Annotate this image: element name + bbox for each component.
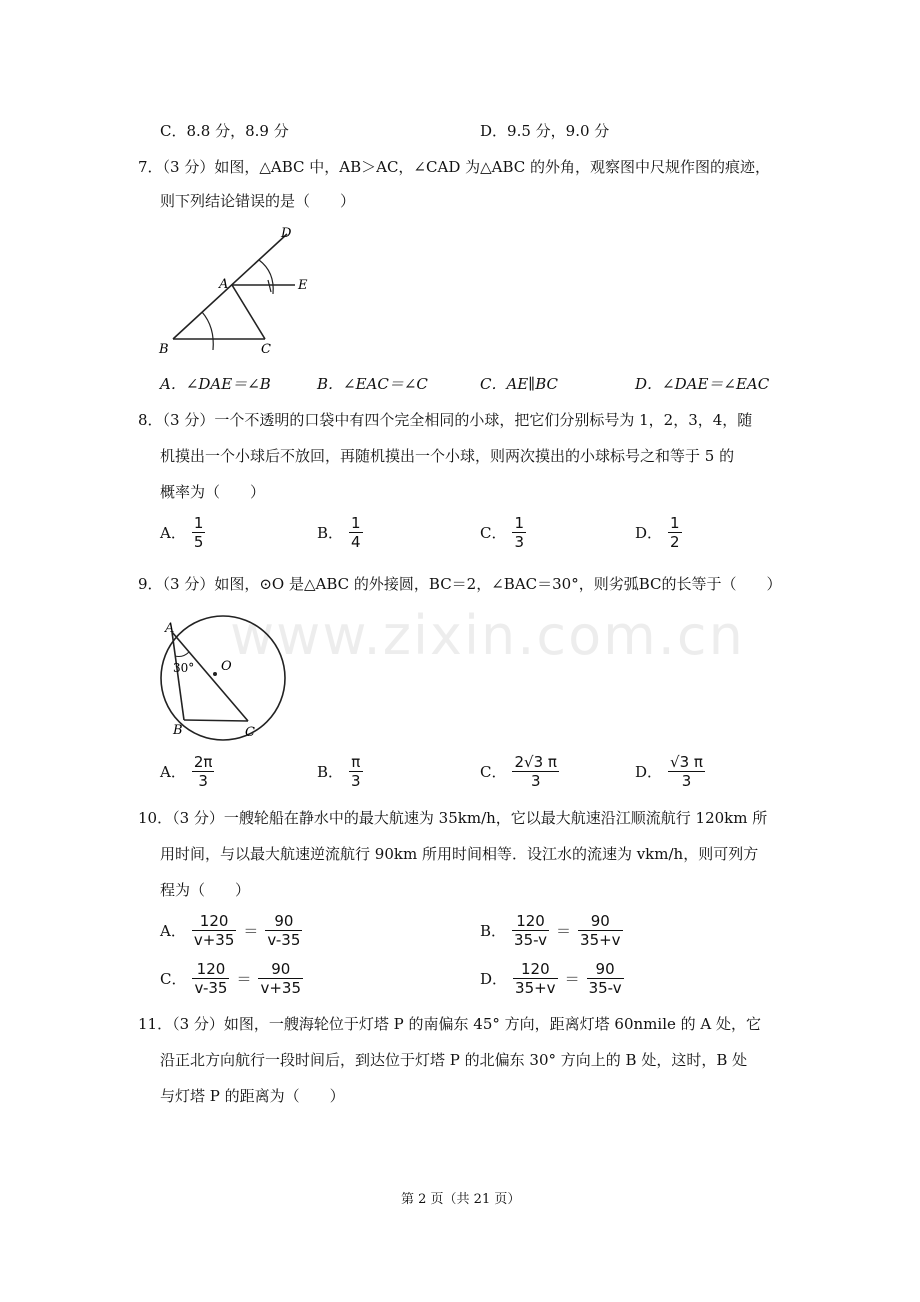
- denominator: 3: [351, 772, 361, 790]
- equals-sign: ＝: [243, 922, 259, 940]
- denominator: 3: [198, 772, 208, 790]
- q8-option-c: [480, 514, 526, 551]
- fraction: [192, 514, 206, 551]
- numerator: 90: [587, 960, 624, 979]
- numerator: 1: [193, 514, 204, 532]
- fraction: [192, 753, 215, 790]
- q10-stem-line1: 10．（3 分）一艘轮船在静水中的最大航速为 35km/h，它以最大航速沿江顺流航行 120km 所: [138, 809, 768, 827]
- q7-label-d: D: [281, 226, 292, 241]
- denominator: 3: [681, 772, 692, 790]
- q10-option-c: [160, 960, 303, 997]
- numerator: 90: [258, 960, 303, 979]
- q7-label-b: B: [159, 342, 169, 357]
- denominator: 5: [193, 533, 204, 551]
- numerator: π: [349, 753, 363, 772]
- q9-option-d: [635, 753, 705, 790]
- fraction-right: [265, 912, 302, 949]
- denominator: 3: [514, 533, 525, 551]
- q6-option-c: C．8.8 分，8.9 分: [160, 122, 289, 140]
- numerator: 1: [514, 514, 525, 532]
- q8-option-a: [160, 514, 205, 551]
- q7-label-e: E: [298, 278, 308, 293]
- numerator: 90: [578, 912, 623, 931]
- q11-stem-line2: 沿正北方向航行一段时间后，到达位于灯塔 P 的北偏东 30° 方向上的 B 处，这时，B 处: [160, 1051, 748, 1069]
- denominator: 2: [670, 533, 680, 551]
- fraction-right: [258, 960, 303, 997]
- q8-option-d: [635, 514, 682, 551]
- option-label: B．: [317, 523, 344, 542]
- denominator: 35-v: [514, 931, 548, 949]
- q9-option-c: [480, 753, 559, 790]
- denominator: 35+v: [580, 931, 621, 949]
- numerator: 120: [192, 912, 237, 931]
- q8-stem-line1: 8．（3 分）一个不透明的口袋中有四个完全相同的小球，把它们分别标号为 1，2，3，4，随: [138, 411, 753, 429]
- option-label: D．: [635, 523, 663, 542]
- q7-option-a: A．∠DAE＝∠B: [160, 375, 271, 393]
- q7-option-b: B．∠EAC＝∠C: [317, 375, 428, 393]
- q7-stem-line2: 则下列结论错误的是（ ）: [160, 192, 356, 210]
- q7-label-a: A: [219, 277, 229, 292]
- option-label: A．: [160, 921, 186, 940]
- fraction: [349, 753, 363, 790]
- q11-stem-line1: 11．（3 分）如图，一艘海轮位于灯塔 P 的南偏东 45° 方向，距离灯塔 60nmile 的 A 处，它: [138, 1015, 762, 1033]
- q7-option-d: D．∠DAE＝∠EAC: [635, 375, 770, 393]
- q9-option-a: [160, 753, 214, 790]
- fraction: [349, 514, 363, 551]
- fraction: [668, 514, 682, 551]
- fraction: [512, 753, 558, 790]
- denominator: 35+v: [515, 979, 556, 997]
- equals-sign: ＝: [556, 922, 572, 940]
- q8-stem-line2: 机摸出一个小球后不放回，再随机摸出一个小球，则两次摸出的小球标号之和等于 5 的: [160, 447, 735, 465]
- denominator: 3: [530, 772, 541, 790]
- q9-label-b: B: [173, 723, 183, 738]
- q8-option-b: [317, 514, 363, 551]
- equals-sign: ＝: [236, 970, 252, 988]
- q9-option-b: [317, 753, 363, 790]
- q10-option-d: [480, 960, 624, 997]
- q9-label-angle: 30°: [173, 661, 195, 675]
- q8-stem-line3: 概率为（ ）: [160, 483, 266, 501]
- q7-label-c: C: [261, 342, 271, 357]
- q11-stem-line3: 与灯塔 P 的距离为（ ）: [160, 1087, 345, 1105]
- numerator: 1: [351, 514, 361, 532]
- option-label: C．: [160, 969, 187, 988]
- fraction-left: [192, 960, 229, 997]
- fraction: [668, 753, 705, 790]
- q7-option-c: C．AE∥BC: [480, 375, 558, 393]
- q7-figure: [155, 222, 325, 362]
- option-label: B．: [480, 921, 507, 940]
- q10-stem-line3: 程为（ ）: [160, 881, 251, 899]
- q10-option-b: [480, 912, 623, 949]
- numerator: 2π: [193, 753, 213, 771]
- watermark: www.zixin.com.cn: [230, 604, 745, 667]
- fraction: [512, 514, 526, 551]
- denominator: v-35: [194, 979, 228, 997]
- q9-label-a: A: [165, 621, 175, 636]
- option-label: A．: [160, 762, 186, 781]
- denominator: 35-v: [588, 979, 622, 997]
- option-label: C．: [480, 762, 507, 781]
- numerator: 120: [192, 960, 229, 979]
- q6-option-d: D．9.5 分，9.0 分: [480, 122, 610, 140]
- q9-stem-line1: 9．（3 分）如图，⊙O 是△ABC 的外接圆，BC＝2，∠BAC＝30°，则劣弧BC的长等于（ ）: [138, 575, 782, 593]
- q7-stem-line1: 7．（3 分）如图，△ABC 中，AB＞AC，∠CAD 为△ABC 的外角，观察图中尺规作图的痕迹，: [138, 158, 771, 176]
- denominator: v+35: [193, 931, 235, 949]
- numerator: 120: [512, 912, 549, 931]
- q9-label-o: O: [221, 659, 232, 674]
- option-label: B．: [317, 762, 344, 781]
- fraction-left: [513, 960, 558, 997]
- denominator: 4: [351, 533, 361, 551]
- option-label: A．: [160, 523, 186, 542]
- q10-stem-line2: 用时间，与以最大航速逆流航行 90km 所用时间相等．设江水的流速为 vkm/h，则可列方: [160, 845, 759, 863]
- denominator: v-35: [267, 931, 301, 949]
- numerator: √3 π: [670, 753, 703, 771]
- numerator: 120: [513, 960, 558, 979]
- fraction-right: [578, 912, 623, 949]
- page-footer: 第 2 页（共 21 页）: [401, 1192, 521, 1207]
- q9-figure: [155, 614, 295, 744]
- numerator: 2√3 π: [514, 753, 557, 771]
- denominator: v+35: [260, 979, 302, 997]
- option-label: C．: [480, 523, 507, 542]
- equals-sign: ＝: [564, 970, 580, 988]
- numerator: 1: [670, 514, 680, 532]
- fraction-left: [512, 912, 549, 949]
- q9-label-c: C: [245, 725, 255, 740]
- numerator: 90: [265, 912, 302, 931]
- q10-option-a: [160, 912, 302, 949]
- fraction-right: [587, 960, 624, 997]
- option-label: D．: [480, 969, 508, 988]
- fraction-left: [192, 912, 237, 949]
- option-label: D．: [635, 762, 663, 781]
